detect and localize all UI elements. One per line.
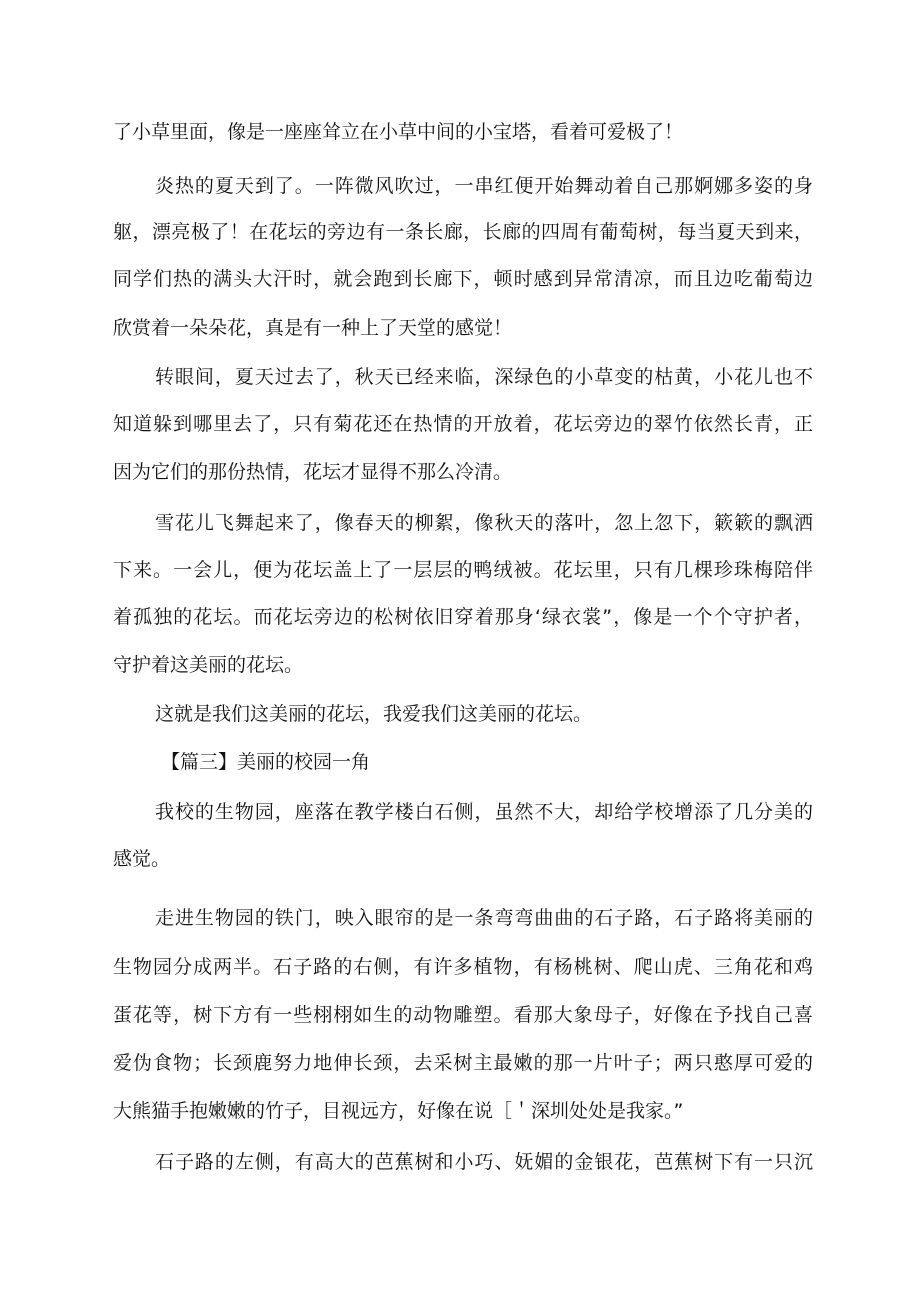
text-line: 蛋花等，树下方有一些栩栩如生的动物雕塑。看那大象母子，好像在予找自己喜: [113, 1004, 813, 1026]
text-line: 下来。一会儿，便为花坛盖上了一层层的鸭绒被。花坛里，只有几棵珍珠梅陪伴: [113, 559, 813, 581]
section-heading: 【篇三】美丽的校园一角: [161, 751, 371, 773]
text-line: 守护着这美丽的花坛。: [113, 654, 304, 676]
text-line: 大熊猫手抱嫩嫩的竹子，目视远方，好像在说［＇深圳处处是我家。”: [113, 1100, 684, 1122]
text-line: 因为它们的那份热情，花坛才显得不那么冷清。: [113, 461, 513, 483]
paragraph-line: 炎热的夏天到了。一阵微风吹过，一串红便开始舞动着自己那婀娜多姿的身: [155, 175, 813, 197]
text-line: 躯，漂亮极了！在花坛的旁边有一条长廊，长廊的四周有葡萄树，每当夏天到来，: [113, 221, 813, 243]
text-line: 生物园分成两半。石子路的右侧，有许多植物，有杨桃树、爬山虎、三角花和鸡: [113, 956, 813, 978]
paragraph-line: 转眼间，夏天过去了，秋天已经来临，深绿色的小草变的枯黄，小花儿也不: [155, 366, 813, 388]
paragraph-line: 雪花儿飞舞起来了，像春天的柳絮，像秋天的落叶，忽上忽下，簌簌的飘洒: [155, 512, 813, 534]
text-line: 同学们热的满头大汗时，就会跑到长廊下，顿时感到异常清凉，而且边吃葡萄边: [113, 268, 813, 290]
text-line: 着孤独的花坛。而花坛旁边的松树依旧穿着那身‘绿衣裳”，像是一个个守护者，: [113, 606, 813, 628]
paragraph-line: 我校的生物园，座落在教学楼白石侧，虽然不大，却给学校增添了几分美的: [155, 801, 813, 823]
text-line: 欣赏着一朵朵花，真是有一种上了天堂的感觉！: [113, 317, 513, 339]
text-line: 感觉。: [113, 848, 171, 870]
text-line: 了小草里面，像是一座座耸立在小草中间的小宝塔，看着可爱极了！: [113, 121, 684, 143]
text-line: 知道躲到哪里去了，只有菊花还在热情的开放着，花坛旁边的翠竹依然长青，正: [113, 413, 813, 435]
paragraph-line: 石子路的左侧，有高大的芭蕉树和小巧、妩媚的金银花，芭蕉树下有一只沉: [155, 1151, 813, 1173]
paragraph-line: 这就是我们这美丽的花坛，我爱我们这美丽的花坛。: [155, 703, 593, 725]
text-line: 爱伪食物；长颈鹿努力地伸长颈，去采树主最嫩的那一片叶子；两只憨厚可爱的: [113, 1052, 813, 1074]
paragraph-line: 走进生物园的铁门，映入眼帘的是一条弯弯曲曲的石子路，石子路将美丽的: [155, 907, 813, 929]
